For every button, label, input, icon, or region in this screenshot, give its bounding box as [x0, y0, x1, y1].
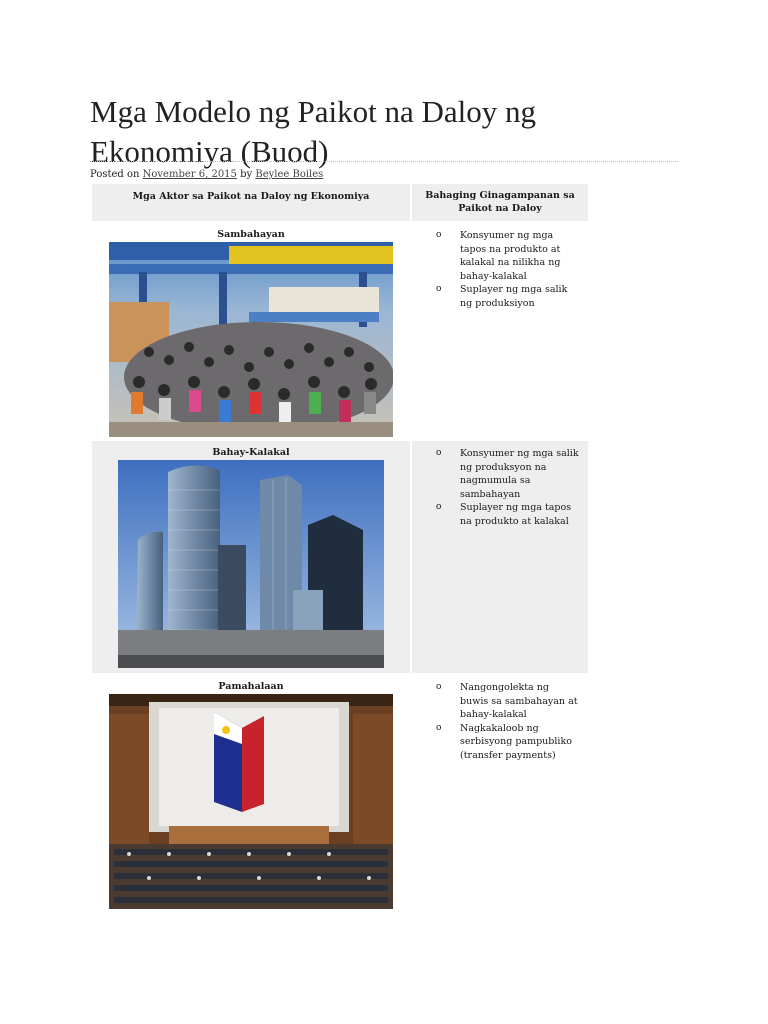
- table-row: [92, 441, 410, 673]
- bullet-icon: o: [436, 284, 442, 295]
- by-label: by: [240, 169, 253, 180]
- business-towers-photo: [118, 460, 384, 668]
- list-item: o Suplayer ng mga salik ng produksiyon: [436, 284, 568, 309]
- table-row-roles: [412, 441, 588, 673]
- bullet-icon: o: [436, 722, 442, 733]
- list-item: o Nagkakaloob ng serbisyong pampubliko (transfer payments): [436, 722, 572, 761]
- bullet-icon: o: [436, 682, 442, 692]
- list-item: o Nangongolekta ng buwis sa sambahayan at bahay-kalakal: [436, 682, 578, 721]
- post-meta: [90, 169, 323, 180]
- bullet-icon: o: [436, 230, 442, 240]
- table-header-roles: [412, 184, 588, 221]
- actor-name-sambahayan: Sambahayan: [217, 229, 285, 240]
- header-actors-label: Mga Aktor sa Paikot na Daloy ng Ekonomiya: [132, 191, 370, 202]
- title-divider: [90, 161, 678, 162]
- table-row: [92, 674, 410, 914]
- posted-on-label: Posted on: [90, 169, 140, 180]
- table-row-roles: [412, 674, 588, 914]
- list-item: o Konsyumer ng mga tapos na produkto at kalakal na nilikha ng bahay-kalakal: [436, 230, 561, 282]
- bullet-icon: o: [436, 502, 442, 513]
- bullet-icon: o: [436, 448, 442, 458]
- page-title: Mga Modelo ng Paikot na Daloy ng Ekonomiya (Buod): [90, 94, 537, 169]
- table-header-actors: [92, 184, 410, 221]
- household-crowd-photo: [109, 242, 393, 437]
- roles-list-sambahayan: [436, 229, 580, 311]
- header-roles-label: Bahaging Ginagampanan sa Paikot na Daloy: [425, 190, 575, 214]
- actor-name-bahay-kalakal: Bahay-Kalakal: [212, 447, 290, 458]
- author-link[interactable]: Beylee Boiles: [255, 169, 324, 180]
- table-row: [92, 222, 410, 440]
- list-item: o Konsyumer ng mga salik ng produksyon na nagmumula sa sambahayan: [436, 448, 579, 500]
- roles-list-pamahalaan: [436, 681, 580, 763]
- list-item: o Suplayer ng mga tapos na produkto at kalakal: [436, 502, 572, 527]
- roles-list-bahay-kalakal: [436, 447, 580, 529]
- post-date-link[interactable]: November 6, 2015: [142, 169, 237, 180]
- government-session-hall-photo: [109, 694, 393, 909]
- table-row-roles: [412, 222, 588, 440]
- actor-name-pamahalaan: Pamahalaan: [218, 681, 284, 692]
